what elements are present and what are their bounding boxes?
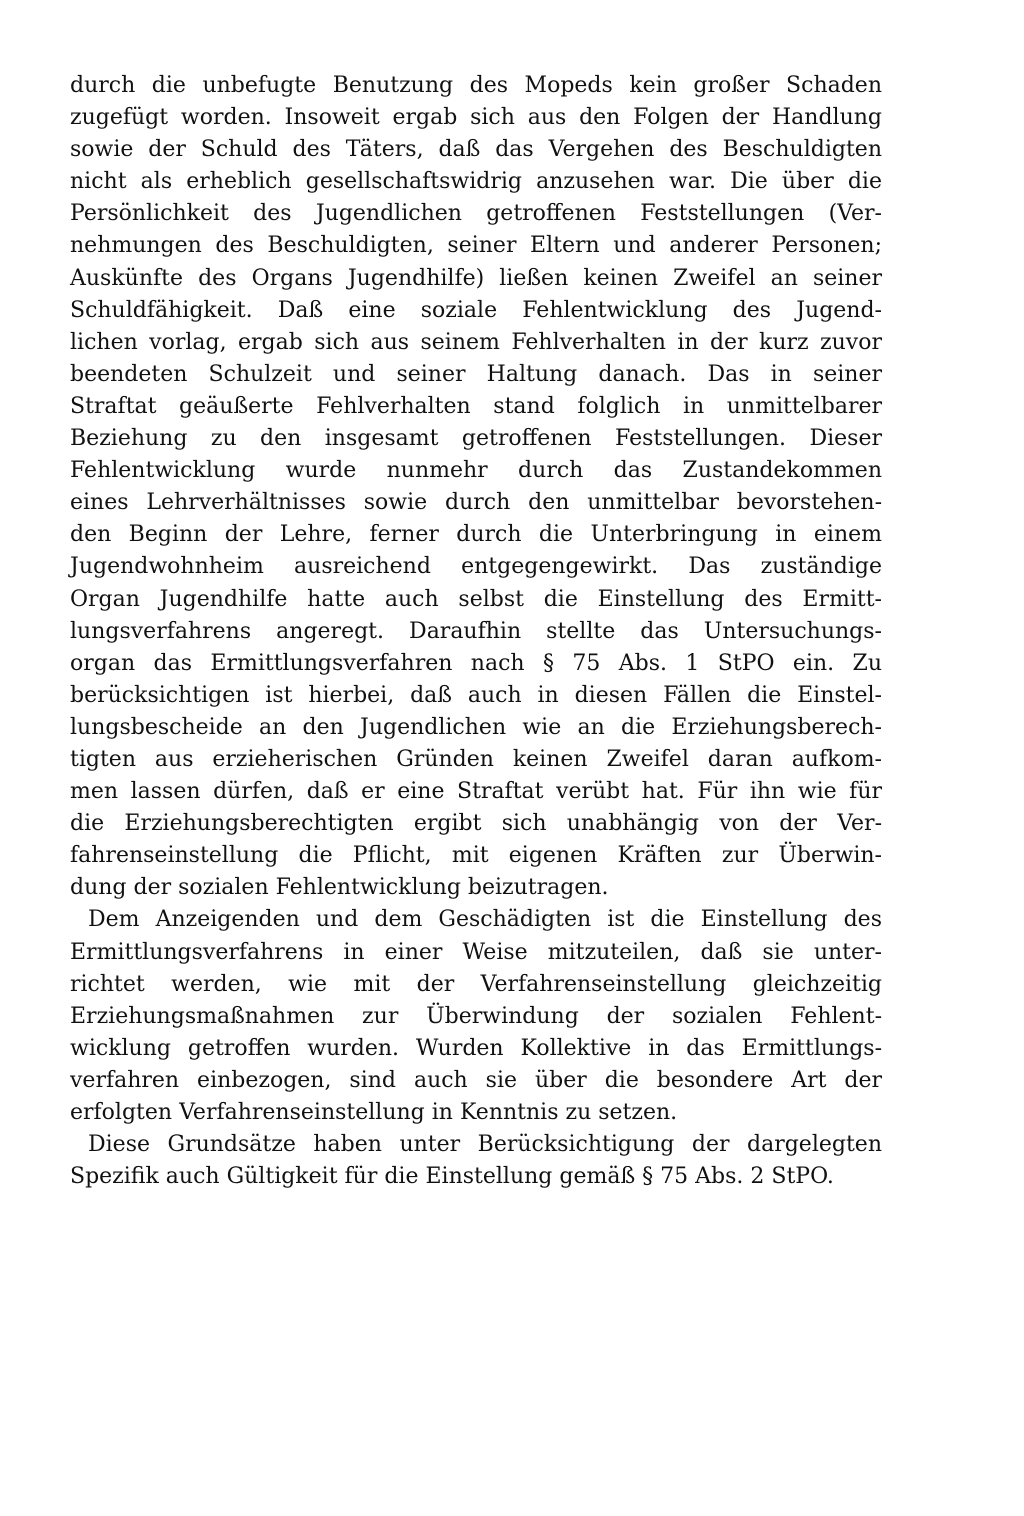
text-line: berücksichtigen ist hierbei, daß auch in diesen Fällen die Einstel- bbox=[70, 682, 882, 708]
paragraph bbox=[70, 1129, 882, 1193]
text-line: zugefügt worden. Insoweit ergab sich aus den Folgen der Handlung bbox=[70, 105, 882, 131]
text-line: lungsbescheide an den Jugendlichen wie an die Erziehungsberech- bbox=[70, 714, 882, 740]
text-line: Ermittlungsverfahrens in einer Weise mitzuteilen, daß sie unter- bbox=[70, 939, 882, 965]
text-line: erfolgten Verfahrenseinstellung in Kenntnis zu setzen. bbox=[70, 1100, 678, 1125]
text-line: sowie der Schuld des Täters, daß das Vergehen des Beschuldigten bbox=[70, 137, 882, 163]
text-line: dung der sozialen Fehlentwicklung beizutragen. bbox=[70, 875, 609, 901]
text-line: Schuldfähigkeit. Daß eine soziale Fehlentwicklung des Jugend- bbox=[70, 297, 882, 323]
text-line: wicklung getroffen wurden. Wurden Kollektive in das Ermittlungs- bbox=[70, 1035, 882, 1061]
text-line: nicht als erheblich gesellschaftswidrig anzusehen war. Die über die bbox=[70, 169, 882, 195]
text-line: fahrenseinstellung die Pflicht, mit eigenen Kräften zur Überwin- bbox=[70, 843, 882, 869]
text-line: Jugendwohnheim ausreichend entgegengewirkt. Das zuständige bbox=[70, 554, 882, 580]
text-line: eines Lehrverhältnisses sowie durch den unmittelbar bevorstehen- bbox=[70, 490, 882, 516]
paragraph bbox=[70, 70, 882, 904]
text-line: Straftat geäußerte Fehlverhalten stand folglich in unmittelbarer bbox=[70, 393, 882, 419]
text-line: Beziehung zu den insgesamt getroffenen Feststellungen. Dieser bbox=[70, 426, 882, 452]
text-line: beendeten Schulzeit und seiner Haltung danach. Das in seiner bbox=[70, 361, 882, 387]
text-line: organ das Ermittlungsverfahren nach § 75 Abs. 1 StPO ein. Zu bbox=[70, 650, 882, 676]
text-line: nehmungen des Beschuldigten, seiner Eltern und anderer Personen; bbox=[70, 233, 882, 259]
text-line: Spezifik auch Gültigkeit für die Einstellung gemäß § 75 Abs. 2 StPO. bbox=[70, 1164, 834, 1190]
document-body bbox=[70, 70, 882, 1193]
text-line: lichen vorlag, ergab sich aus seinem Fehlverhalten in der kurz zuvor bbox=[70, 329, 882, 355]
text-line: durch die unbefugte Benutzung des Mopeds kein großer Schaden bbox=[70, 73, 882, 98]
text-line: Erziehungsmaßnahmen zur Überwindung der sozialen Fehlent- bbox=[70, 1003, 882, 1029]
text-line: men lassen dürfen, daß er eine Straftat verübt hat. Für ihn wie für bbox=[70, 779, 882, 805]
text-line: lungsverfahrens angeregt. Daraufhin stellte das Untersuchungs- bbox=[70, 618, 882, 644]
text-line: Auskünfte des Organs Jugendhilfe) ließen keinen Zweifel an seiner bbox=[70, 265, 882, 291]
text-line: Organ Jugendhilfe hatte auch selbst die Einstellung des Ermitt- bbox=[70, 586, 882, 612]
text-line: die Erziehungsberechtigten ergibt sich unabhängig von der Ver- bbox=[70, 811, 882, 837]
text-line: Dem Anzeigenden und dem Geschädigten ist die Einstellung des bbox=[88, 907, 882, 933]
paragraph bbox=[70, 904, 882, 1129]
text-line: richtet werden, wie mit der Verfahrenseinstellung gleichzeitig bbox=[70, 971, 882, 997]
text-line: Fehlentwicklung wurde nunmehr durch das Zustandekommen bbox=[70, 458, 882, 484]
text-line: Diese Grundsätze haben unter Berücksichtigung der dargelegten bbox=[88, 1132, 882, 1158]
text-line: den Beginn der Lehre, ferner durch die Unterbringung in einem bbox=[70, 522, 882, 548]
text-line: verfahren einbezogen, sind auch sie über die besondere Art der bbox=[70, 1067, 882, 1093]
text-line: Persönlichkeit des Jugendlichen getroffenen Feststellungen (Ver- bbox=[70, 201, 882, 227]
text-line: tigten aus erzieherischen Gründen keinen Zweifel daran aufkom- bbox=[70, 746, 882, 772]
